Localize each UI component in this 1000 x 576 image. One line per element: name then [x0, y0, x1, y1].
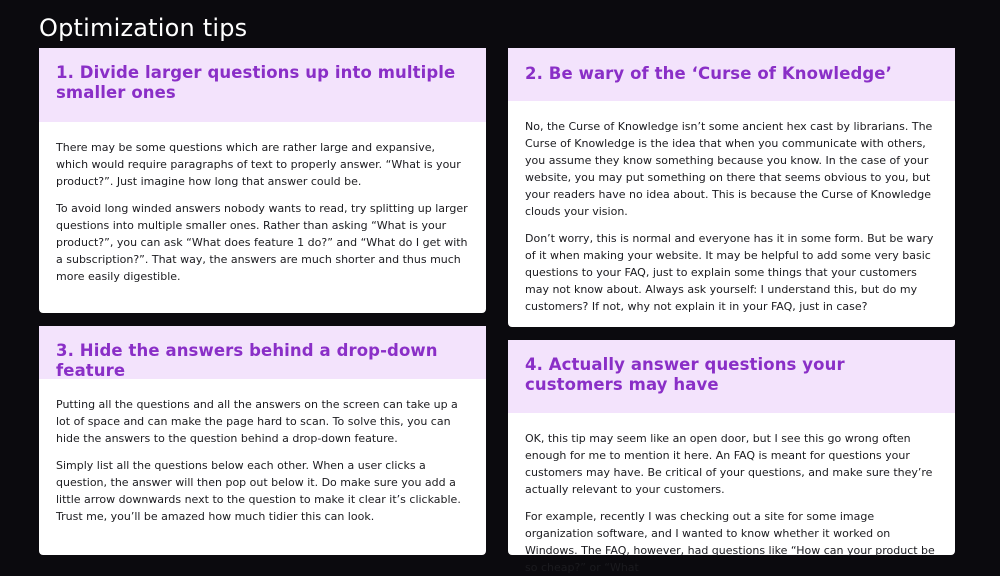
tip-body	[39, 122, 486, 285]
tip-heading: 3. Hide the answers behind a drop-down feature	[56, 341, 438, 380]
tip-heading: 4. Actually answer questions your customers may have	[525, 355, 845, 394]
tip-body	[508, 413, 955, 576]
tip-heading: 2. Be wary of the ‘Curse of Knowledge’	[525, 64, 892, 83]
tip-paragraph: Don’t worry, this is normal and everyone has it in some form. But be wary of it when making your website. It may be helpful to add some very basic questions to your FAQ, just to explain some things that your customers may not know about. Always ask yourself: I understand this, but do my customers? If not, why not explain it in your FAQ, just in case?	[525, 232, 934, 313]
tip-paragraph: Putting all the questions and all the answers on the screen can take up a lot of space and can make the page hard to scan. To solve this, you can hide the answers to the question behind a drop-down feature.	[56, 398, 458, 445]
tip-paragraph: No, the Curse of Knowledge isn’t some ancient hex cast by librarians. The Curse of Knowledge is the idea that when you communicate with others, you assume they know something because you know. In the case of your website, you may put something on there that seems obvious to you, but your readers have no idea about. This is because the Curse of Knowledge clouds your vision.	[525, 120, 933, 218]
tip-card-2	[508, 48, 955, 327]
tip-paragraph: There may be some questions which are rather large and expansive, which would require paragraphs of text to properly answer. “What is your product?”. Just imagine how long that answer could be.	[56, 141, 461, 188]
tip-card-header	[39, 326, 486, 379]
tip-card-4	[508, 340, 955, 574]
tip-card-header	[39, 48, 486, 122]
tip-card-header	[508, 48, 955, 101]
tip-paragraph: OK, this tip may seem like an open door, but I see this go wrong often enough for me to mention it here. An FAQ is meant for questions your customers may have. Be critical of your questions, and make sure they’re actually relevant to your customers.	[525, 432, 933, 496]
tip-heading: 1. Divide larger questions up into multiple smaller ones	[56, 63, 456, 102]
tip-paragraph: To avoid long winded answers nobody wants to read, try splitting up larger questions into multiple smaller ones. Rather than asking “What is your product?”, you can ask “What does feature 1 do?” and “What do I get with a subscription?”. That way, the answers are much shorter and thus much more easily digestible.	[56, 202, 468, 283]
page-title: Optimization tips	[39, 14, 248, 42]
tip-paragraph: For example, recently I was checking out a site for some image organization software, and I wanted to know whether it worked on Windows. The FAQ, however, had questions like “How can your product be so cheap?” or “What	[525, 510, 935, 574]
tip-paragraph: Simply list all the questions below each other. When a user clicks a question, the answer will then pop out below it. Do make sure you add a little arrow downwards next to the question to make it clear it’s clickable. Trust me, you’ll be amazed how much tidier this can look.	[56, 459, 461, 523]
tip-card-3	[39, 326, 486, 555]
tip-card-header	[508, 340, 955, 413]
tip-body	[508, 101, 955, 315]
tip-body	[39, 379, 486, 525]
tip-card-1	[39, 48, 486, 313]
